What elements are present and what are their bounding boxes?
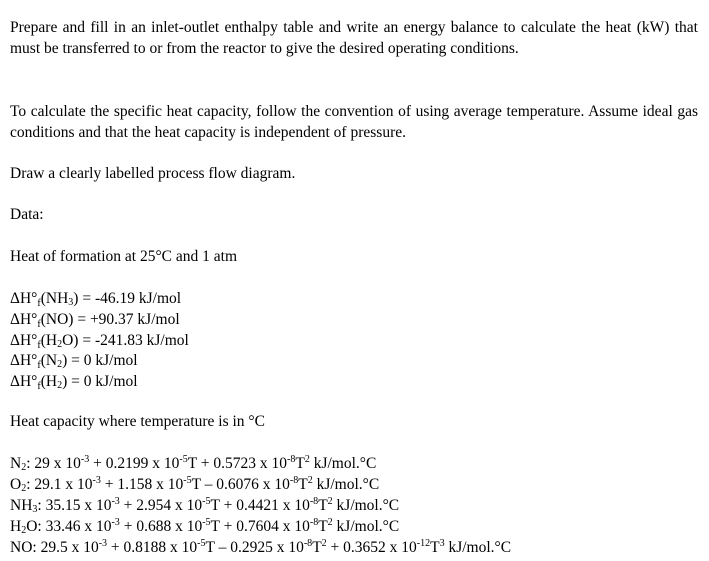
- cp-var-t: T: [210, 518, 220, 535]
- cp-colon: :: [26, 476, 35, 493]
- hf-value: = +90.37 kJ/mol: [73, 310, 180, 328]
- cp-entry: [10, 496, 399, 516]
- cp-species-subscript: 2: [21, 525, 27, 536]
- cp-exp-c: -8: [289, 475, 299, 486]
- hf-paren-close: ): [68, 310, 74, 328]
- hf-species-subscript: 2: [57, 338, 63, 350]
- cp-species-subscript: 2: [21, 483, 27, 494]
- hf-paren-open: (: [40, 290, 46, 307]
- cp-units: kJ/mol.°C: [332, 497, 400, 514]
- hf-species: H: [45, 331, 58, 349]
- cp-var-t: T: [191, 476, 201, 493]
- hf-paren-close: ): [73, 331, 79, 349]
- cp-plus: +: [119, 518, 137, 535]
- cp-entry: [10, 517, 399, 537]
- cp-var-t2: T: [312, 539, 322, 556]
- cp-exp-a: -3: [111, 496, 120, 507]
- cp-exp-t3: 3: [439, 538, 445, 549]
- hf-paren-close: ): [62, 373, 68, 391]
- hf-paren-open: (: [40, 331, 46, 349]
- hf-delta-h: ΔH°: [10, 310, 38, 328]
- cp-instruction-paragraph: To calculate the specific heat capacity, follow the convention of using average temperature. Assume ideal gas conditions and that the heat capacity is independent of pressure.: [10, 103, 698, 141]
- hf-species: H: [45, 373, 58, 391]
- hf-subscript-f: f: [37, 318, 41, 330]
- cp-term-a: 29.1 x 10: [34, 476, 93, 493]
- hf-species: NO: [45, 310, 69, 328]
- cp-var-t2: T: [318, 497, 328, 514]
- hf-entry: [10, 372, 138, 392]
- cp-species: NH: [10, 497, 33, 514]
- cp-var-t: T: [210, 497, 220, 514]
- cp-term-a: 35.15 x 10: [45, 497, 112, 514]
- cp-term-c: 0.4421 x 10: [236, 497, 310, 514]
- cp-term-d: 0.3652 x 10: [343, 539, 417, 556]
- cp-var-t2: T: [295, 455, 305, 472]
- cp-exp-b: -5: [197, 538, 206, 549]
- cp-exp-t2: 2: [327, 496, 333, 507]
- cp-species: NO: [10, 539, 33, 556]
- cp-term-a: 29 x 10: [34, 455, 81, 472]
- cp-plus: +: [100, 476, 118, 493]
- hf-paren-open: (: [40, 352, 46, 370]
- hf-species-subscript: 3: [68, 297, 74, 308]
- cp-entry: [10, 475, 379, 495]
- cp-species: O: [10, 476, 22, 493]
- cp-sign-c: –: [200, 476, 217, 493]
- cp-exp-t2: 2: [321, 538, 327, 549]
- cp-sign-c: –: [214, 539, 231, 556]
- hf-subscript-f: f: [37, 298, 41, 309]
- hf-delta-h: ΔH°: [10, 352, 38, 370]
- cp-exp-b: -5: [202, 496, 211, 507]
- cp-exp-b: -5: [183, 475, 192, 486]
- cp-exp-c: -8: [309, 496, 319, 507]
- hf-species: NH: [45, 290, 69, 307]
- cp-colon: :: [37, 497, 46, 514]
- cp-sign-c: +: [219, 497, 237, 514]
- hf-paren-open: (: [40, 373, 46, 391]
- cp-exp-t2: 2: [327, 517, 333, 528]
- hf-heading: Heat of formation at 25°C and 1 atm: [10, 248, 238, 265]
- cp-exp-c: -8: [309, 517, 319, 528]
- cp-plus: +: [119, 497, 137, 514]
- intro-paragraph: Prepare and fill in an inlet-outlet enthalpy table and write an energy balance to calculate the heat (kW) that must be transferred to or from the reactor to give the desired operating conditions.: [10, 19, 698, 57]
- cp-species: H: [10, 518, 22, 535]
- cp-sign-c: +: [196, 455, 214, 472]
- cp-var-t2: T: [318, 518, 328, 535]
- cp-exp-a: -3: [111, 517, 120, 528]
- cp-exp-a: -3: [98, 538, 108, 549]
- hf-species: N: [45, 352, 58, 370]
- cp-colon: :: [32, 539, 41, 556]
- data-heading: Data:: [10, 206, 44, 223]
- hf-entry: [10, 289, 181, 309]
- cp-exp-a: -3: [80, 454, 90, 465]
- cp-units: kJ/mol.°C: [309, 455, 377, 472]
- cp-exp-c: -8: [303, 538, 313, 549]
- cp-exp-a: -3: [92, 475, 101, 486]
- cp-var-t: T: [205, 539, 215, 556]
- cp-term-b: 0.8188 x 10: [123, 539, 198, 556]
- hf-value: = -241.83 kJ/mol: [78, 331, 189, 349]
- hf-subscript-f: f: [37, 381, 41, 393]
- hf-species-subscript: 2: [57, 359, 63, 371]
- hf-value: = -46.19 kJ/mol: [78, 290, 182, 307]
- cp-plus: +: [89, 455, 106, 472]
- hf-species-tail: O: [62, 331, 74, 349]
- cp-term-a: 33.46 x 10: [45, 518, 112, 535]
- cp-entry: [10, 454, 376, 474]
- cp-exp-t2: 2: [304, 454, 310, 465]
- cp-var-t: T: [187, 455, 197, 472]
- cp-colon: :: [37, 518, 46, 535]
- cp-units: kJ/mol.°C: [312, 476, 380, 493]
- hf-subscript-f: f: [37, 339, 41, 351]
- cp-var-t2: T: [298, 476, 308, 493]
- cp-term-b: 0.688 x 10: [136, 518, 203, 535]
- cp-term-b: 1.158 x 10: [117, 476, 184, 493]
- cp-exp-b: -5: [202, 517, 211, 528]
- cp-heading: Heat capacity where temperature is in °C: [10, 413, 265, 430]
- hf-entry: [10, 310, 180, 330]
- cp-units: kJ/mol.°C: [444, 539, 512, 556]
- cp-exp-d: -12: [416, 538, 431, 549]
- cp-term-c: 0.6076 x 10: [216, 476, 290, 493]
- cp-term-b: 0.2199 x 10: [105, 455, 180, 472]
- cp-term-c: 0.2925 x 10: [230, 539, 304, 556]
- hf-subscript-f: f: [37, 360, 41, 372]
- pfd-instruction: Draw a clearly labelled process flow diagram.: [10, 165, 296, 182]
- cp-units: kJ/mol.°C: [332, 518, 400, 535]
- cp-species-subscript: 2: [21, 462, 27, 473]
- cp-entry: [10, 538, 511, 558]
- cp-term-b: 2.954 x 10: [136, 497, 203, 514]
- hf-entry: [10, 351, 138, 371]
- cp-exp-c: -8: [287, 454, 296, 465]
- hf-delta-h: ΔH°: [10, 290, 38, 307]
- hf-entry: [10, 331, 189, 351]
- hf-species-subscript: 2: [57, 380, 63, 392]
- cp-plus-d: +: [326, 539, 344, 556]
- cp-term-c: 0.7604 x 10: [236, 518, 310, 535]
- hf-paren-close: ): [73, 290, 79, 307]
- cp-species-tail: O: [26, 518, 38, 535]
- hf-delta-h: ΔH°: [10, 331, 38, 349]
- cp-term-c: 0.5723 x 10: [213, 455, 288, 472]
- hf-value: = 0 kJ/mol: [67, 352, 138, 370]
- cp-exp-t2: 2: [307, 475, 313, 486]
- hf-paren-open: (: [40, 310, 46, 328]
- cp-exp-b: -5: [179, 454, 188, 465]
- cp-plus: +: [107, 539, 124, 556]
- cp-var-t3: T: [430, 539, 440, 556]
- hf-value: = 0 kJ/mol: [67, 373, 138, 391]
- hf-delta-h: ΔH°: [10, 373, 38, 391]
- cp-colon: :: [26, 455, 35, 472]
- cp-species: N: [10, 455, 22, 472]
- hf-paren-close: ): [62, 352, 68, 370]
- cp-species-subscript: 3: [32, 504, 38, 515]
- cp-sign-c: +: [219, 518, 237, 535]
- cp-term-a: 29.5 x 10: [40, 539, 99, 556]
